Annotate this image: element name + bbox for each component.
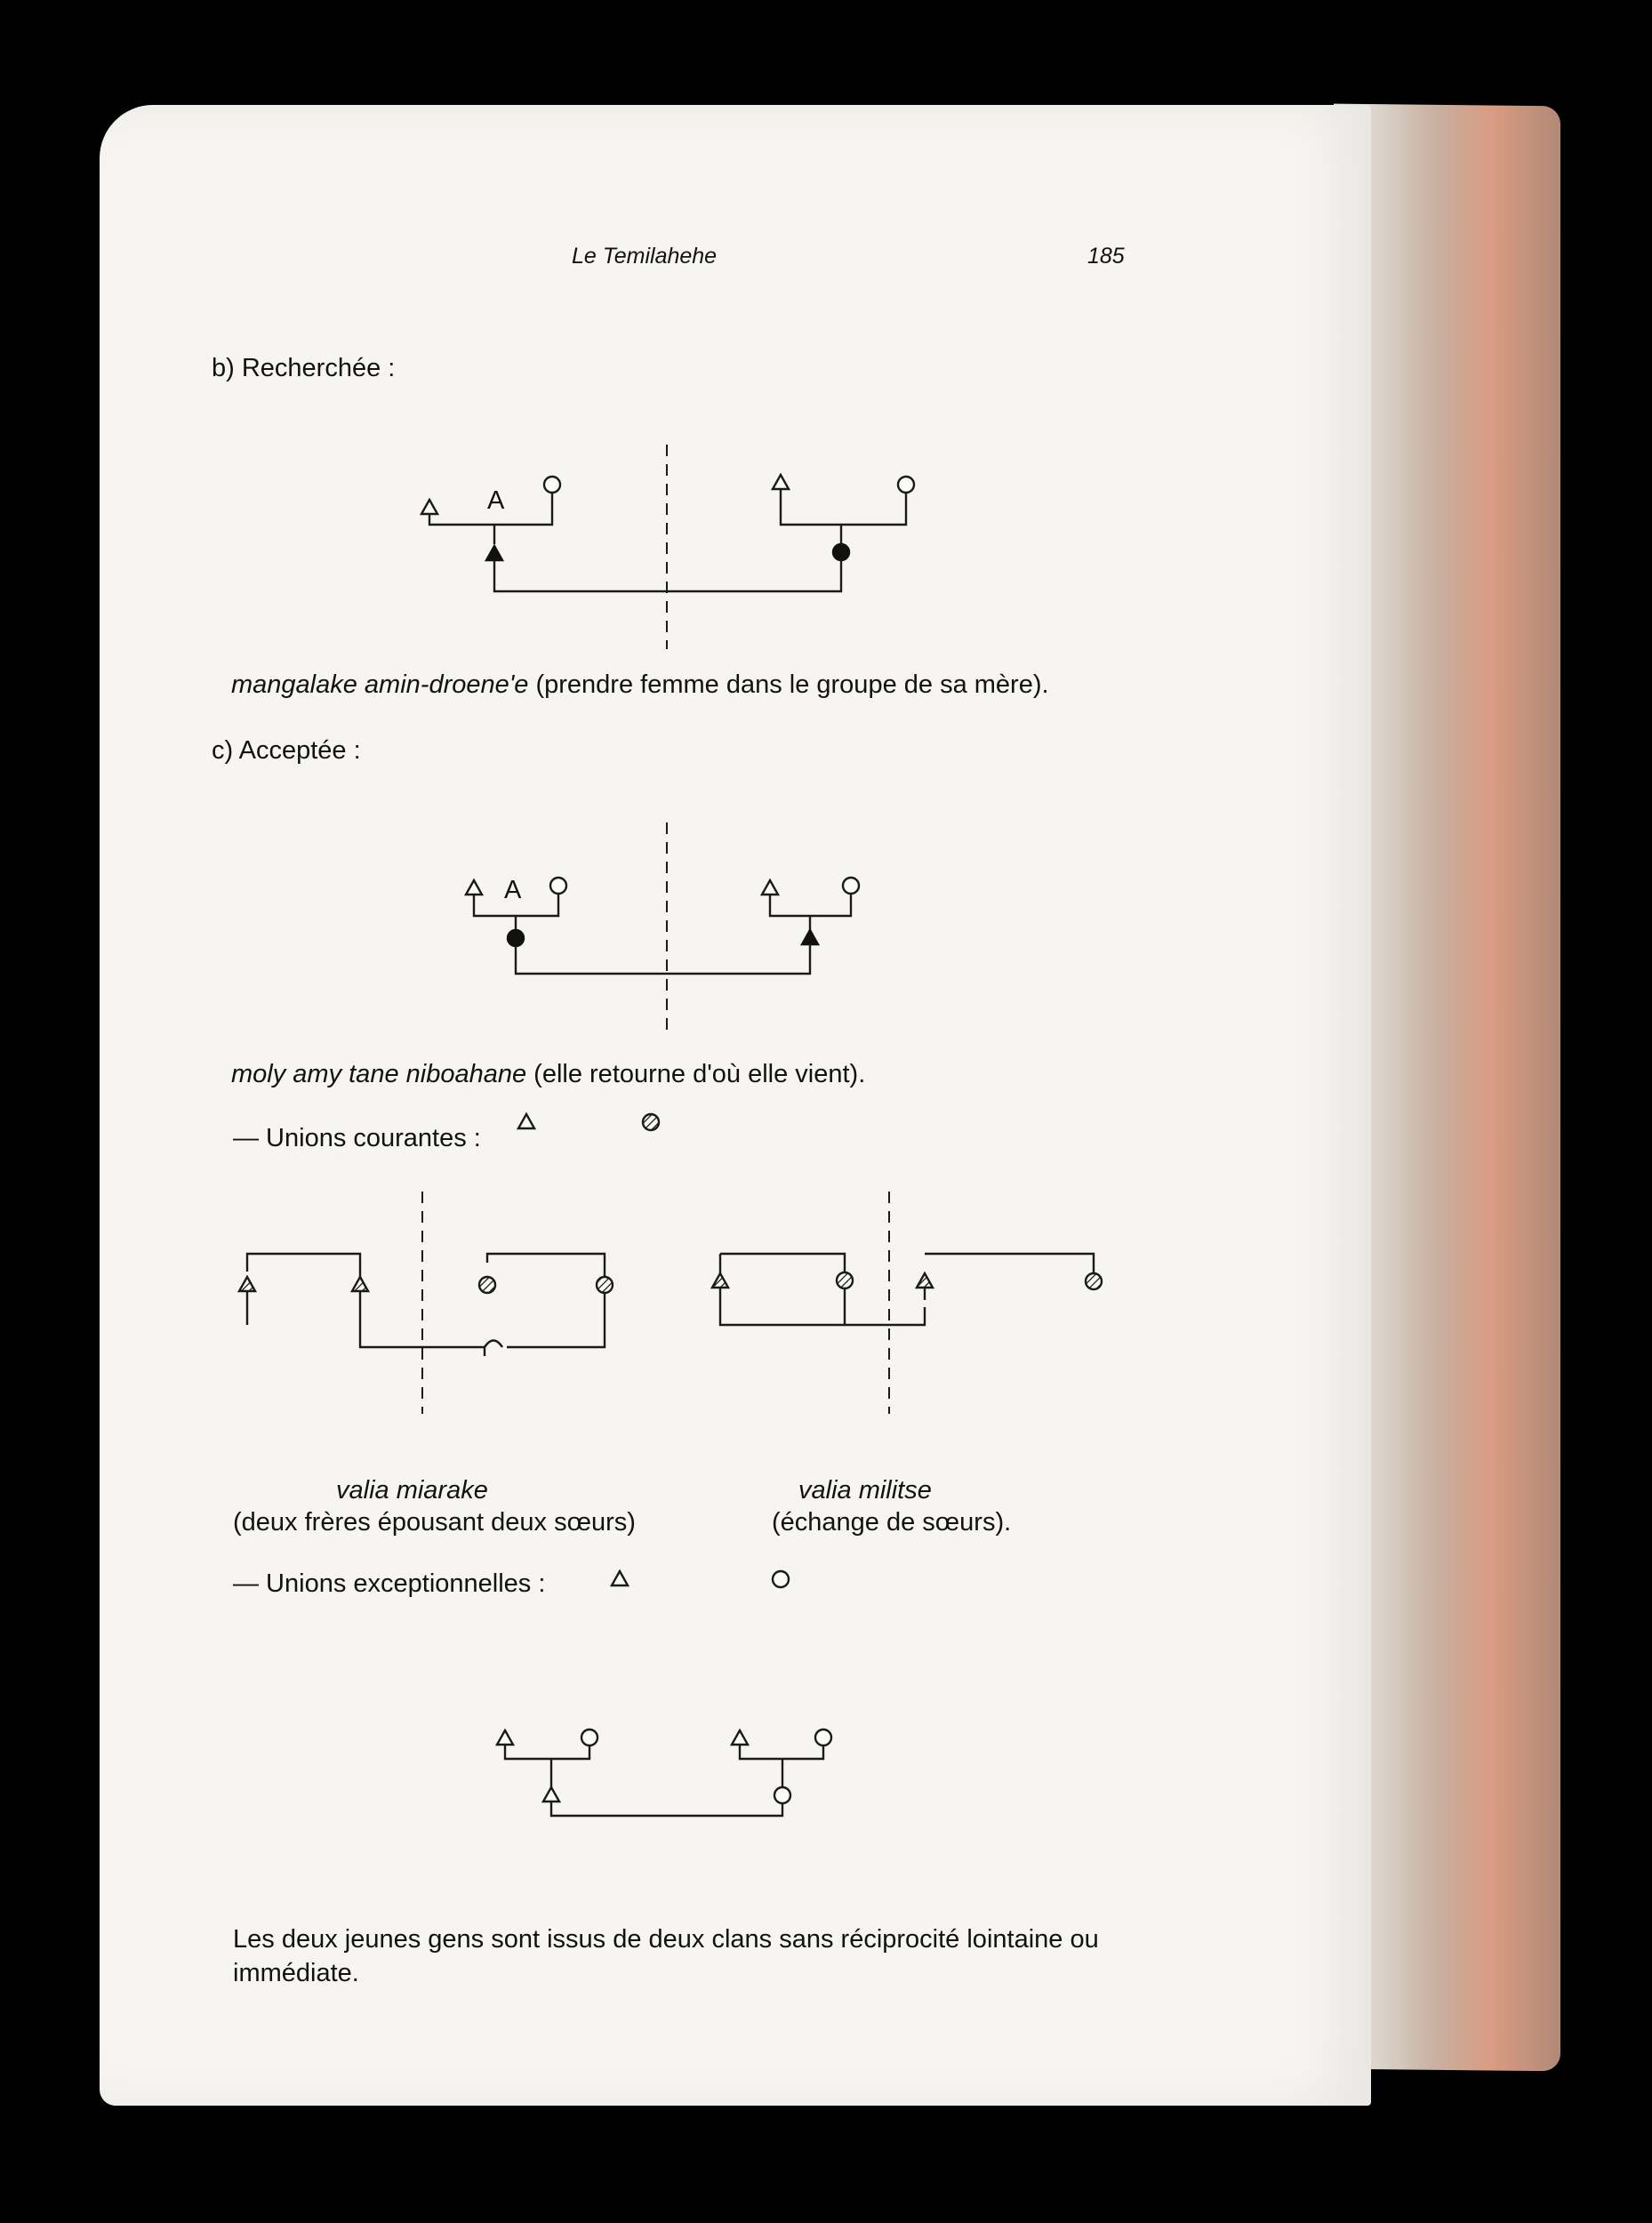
hatched-symbol-icon xyxy=(1086,1273,1102,1289)
unions-exceptionnelles-label: — Unions exceptionnelles : xyxy=(233,1569,546,1598)
closing-line-2: immédiate. xyxy=(233,1959,359,1987)
valia-militse-title: valia militse xyxy=(798,1476,932,1505)
triangle-icon xyxy=(466,880,482,895)
diagram-recherchee xyxy=(421,445,914,649)
circle-icon xyxy=(815,1729,831,1745)
valia-miarake-title: valia miarake xyxy=(336,1476,488,1505)
diagram-acceptee xyxy=(466,823,859,1031)
diagram-valia-miarake xyxy=(239,1192,613,1414)
hatched-symbol-icon xyxy=(917,1273,933,1288)
triangle-icon xyxy=(543,1787,559,1802)
hatched-symbol-icon xyxy=(239,1277,255,1291)
hatched-symbol-icon xyxy=(352,1277,368,1291)
marker-a: A xyxy=(504,876,522,904)
circle-icon xyxy=(550,878,566,894)
section-c-label: c) Acceptée : xyxy=(212,736,361,765)
filled-triangle-icon xyxy=(802,930,818,944)
circle-icon xyxy=(843,878,859,894)
unions-courantes-label: — Unions courantes : xyxy=(233,1124,481,1152)
triangle-icon xyxy=(762,880,778,895)
section-b-caption-term: mangalake amin-droene'e xyxy=(231,670,529,699)
filled-circle-icon xyxy=(508,930,524,946)
diagram-valia-militse xyxy=(712,1192,1102,1414)
running-title: Le Temilahehe xyxy=(572,244,718,269)
triangle-icon xyxy=(497,1730,513,1745)
triangle-icon xyxy=(518,1114,534,1128)
valia-miarake-desc: (deux frères épousant deux sœurs) xyxy=(233,1508,636,1537)
section-c-caption-gloss: (elle retourne d'où elle vient). xyxy=(533,1060,866,1088)
circle-icon xyxy=(773,1571,789,1587)
circle-icon xyxy=(774,1787,790,1803)
circle-icon xyxy=(898,477,914,493)
hatched-symbol-icon xyxy=(643,1114,659,1130)
marker-a: A xyxy=(487,486,505,515)
section-b-caption-gloss: (prendre femme dans le groupe de sa mère). xyxy=(535,670,1049,699)
triangle-icon xyxy=(612,1571,628,1585)
diagram-unions-exceptionnelles xyxy=(497,1729,831,1816)
hatched-symbol-icon xyxy=(712,1273,728,1288)
closing-line-1: Les deux jeunes gens sont issus de deux clans sans réciprocité lointaine ou xyxy=(233,1925,1099,1954)
circle-icon xyxy=(544,477,560,493)
hatched-symbol-icon xyxy=(597,1277,613,1293)
filled-circle-icon xyxy=(833,544,849,560)
valia-militse-desc: (échange de sœurs). xyxy=(772,1508,1012,1537)
page-number: 185 xyxy=(1087,244,1125,269)
section-b-label: b) Recherchée : xyxy=(212,354,396,382)
triangle-icon xyxy=(421,500,437,514)
filled-triangle-icon xyxy=(486,546,502,560)
section-c-caption-term: moly amy tane niboahane xyxy=(231,1060,527,1088)
triangle-icon xyxy=(773,475,789,489)
hatched-symbol-icon xyxy=(479,1277,495,1293)
hatched-symbol-icon xyxy=(837,1272,853,1288)
triangle-icon xyxy=(732,1730,748,1745)
circle-icon xyxy=(581,1729,597,1745)
